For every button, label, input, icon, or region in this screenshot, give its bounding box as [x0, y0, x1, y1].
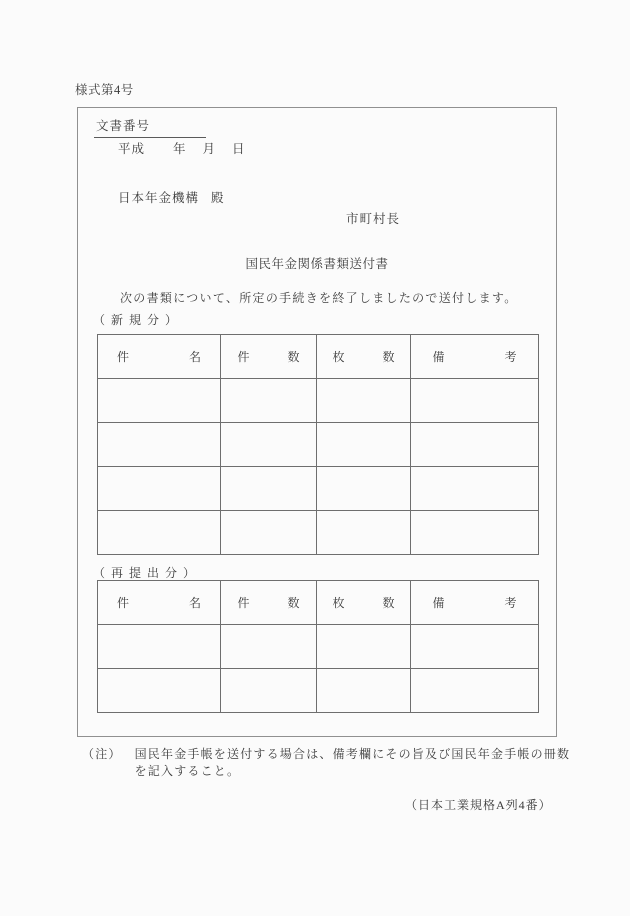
empty-cell	[317, 379, 411, 423]
era-label: 平成	[118, 142, 146, 156]
empty-cell	[221, 669, 317, 713]
table-header-row	[98, 581, 539, 625]
empty-cell	[411, 423, 539, 467]
section-label-new: （ 新 規 分 ）	[93, 313, 179, 327]
jis-standard-note: （日本工業規格A列4番）	[405, 798, 552, 812]
empty-cell	[221, 511, 317, 555]
table-row	[98, 379, 539, 423]
section-label-resubmission: （ 再 提 出 分 ）	[93, 566, 197, 580]
sender-title: 市町村長	[346, 212, 401, 226]
column-header-sheet-count: 枚 数	[317, 335, 411, 379]
empty-cell	[317, 669, 411, 713]
body-text: 次の書類について、所定の手続きを終了しましたので送付します。	[120, 291, 518, 305]
empty-cell	[411, 511, 539, 555]
recipient-honorific: 殿	[211, 191, 225, 205]
footnote	[82, 746, 574, 780]
document-title: 国民年金関係書類送付書	[245, 257, 389, 271]
year-label: 年	[173, 142, 187, 156]
month-label: 月	[202, 142, 217, 156]
empty-cell	[98, 511, 221, 555]
table-row	[98, 467, 539, 511]
new-items-table	[97, 334, 539, 555]
form-number-label: 様式第4号	[75, 83, 134, 97]
empty-cell	[98, 467, 221, 511]
empty-cell	[317, 423, 411, 467]
empty-cell	[221, 467, 317, 511]
column-header-remarks: 備 考	[411, 581, 539, 625]
recipient-line	[118, 188, 225, 206]
document-number-field	[94, 116, 206, 138]
empty-cell	[411, 379, 539, 423]
empty-cell	[98, 379, 221, 423]
empty-cell	[98, 423, 221, 467]
empty-cell	[221, 625, 317, 669]
table-row	[98, 423, 539, 467]
empty-cell	[411, 625, 539, 669]
table-header-row	[98, 335, 539, 379]
column-header-sheet-count: 枚 数	[317, 581, 411, 625]
column-header-item-name: 件 名	[98, 581, 221, 625]
empty-cell	[98, 625, 221, 669]
footnote-label: （注）	[82, 747, 122, 761]
table-row	[98, 669, 539, 713]
document-number-label: 文書番号	[96, 119, 151, 133]
empty-cell	[221, 379, 317, 423]
footnote-text: 国民年金手帳を送付する場合は、備考欄にその旨及び国民年金手帳の冊数を記入すること。	[134, 747, 571, 778]
recipient-name: 日本年金機構	[118, 191, 200, 205]
empty-cell	[98, 669, 221, 713]
column-header-item-count: 件 数	[221, 581, 317, 625]
table-row	[98, 511, 539, 555]
column-header-remarks: 備 考	[411, 335, 539, 379]
empty-cell	[411, 669, 539, 713]
empty-cell	[317, 467, 411, 511]
form-border-box	[77, 107, 557, 737]
date-line	[118, 139, 246, 157]
empty-cell	[411, 467, 539, 511]
empty-cell	[317, 625, 411, 669]
empty-cell	[317, 511, 411, 555]
day-label: 日	[232, 142, 246, 156]
column-header-item-count: 件 数	[221, 335, 317, 379]
table-row	[98, 625, 539, 669]
empty-cell	[221, 423, 317, 467]
column-header-item-name: 件 名	[98, 335, 221, 379]
resubmission-items-table	[97, 580, 539, 713]
